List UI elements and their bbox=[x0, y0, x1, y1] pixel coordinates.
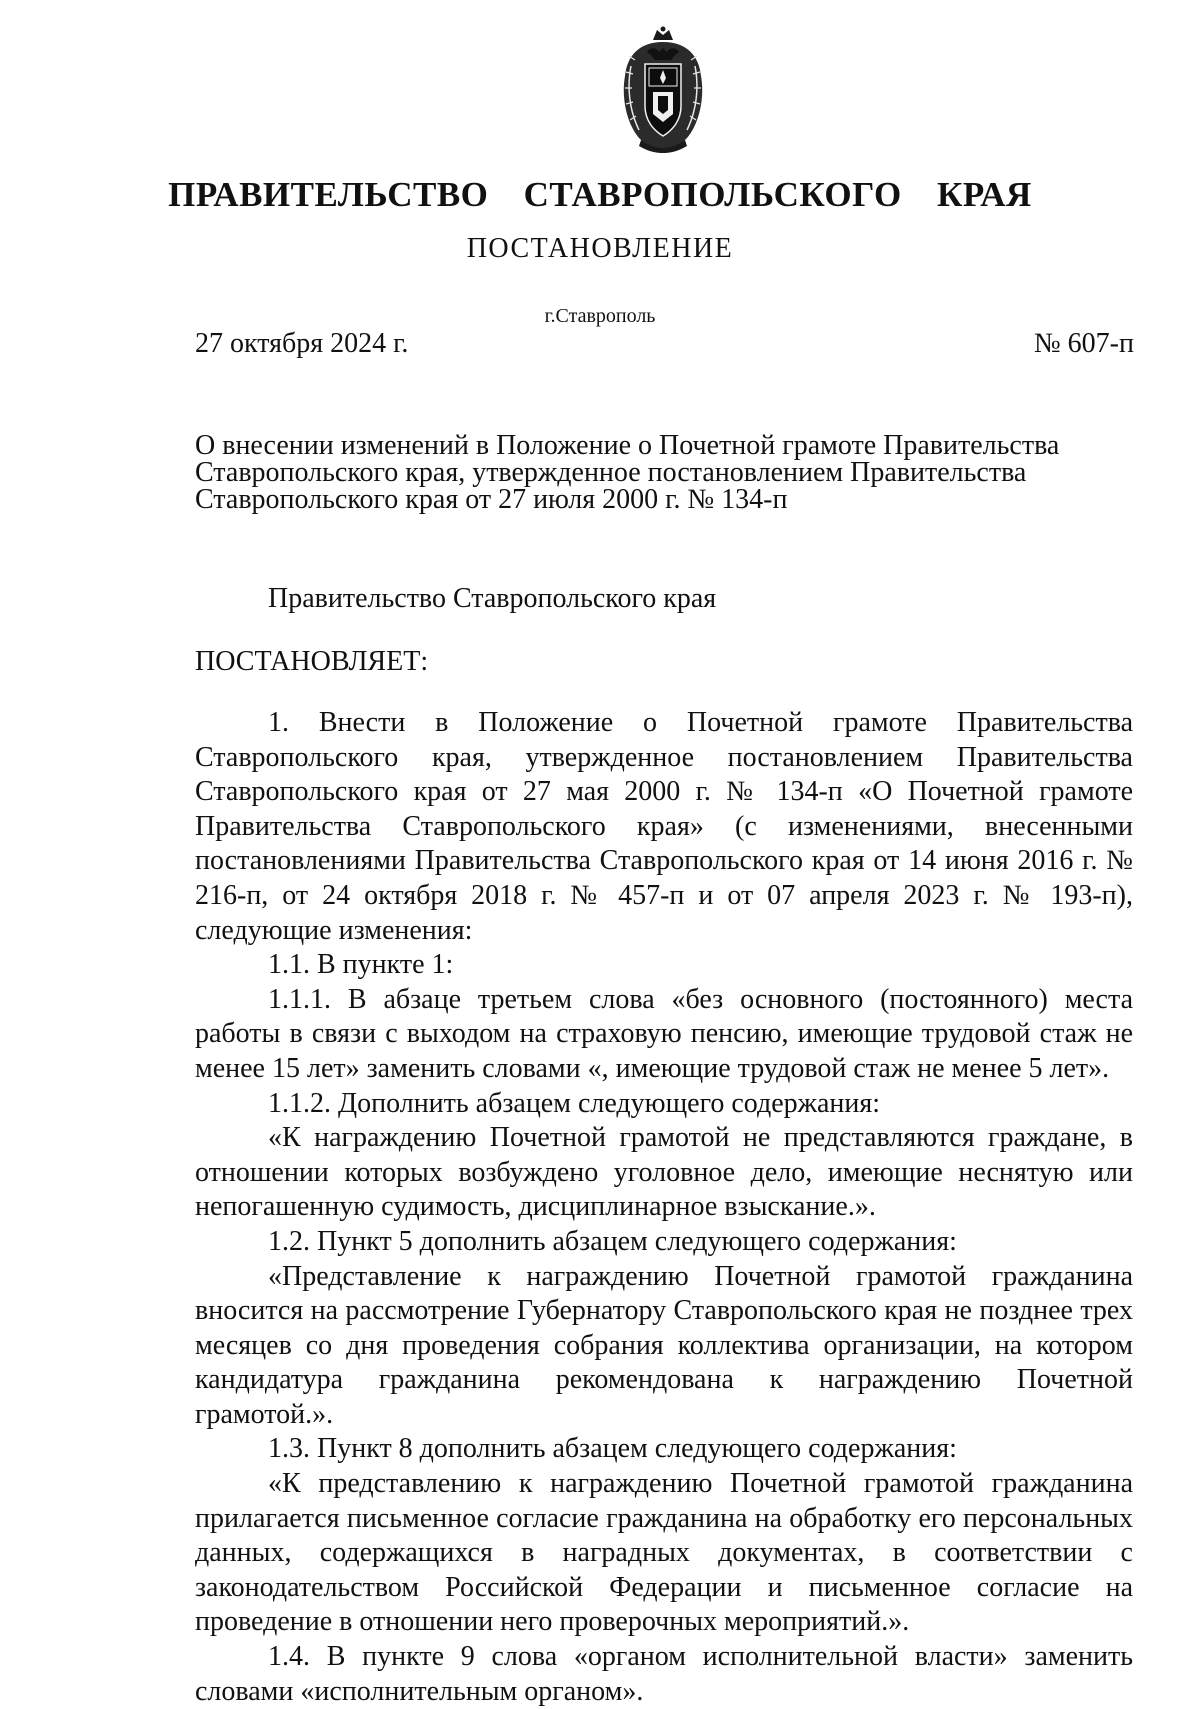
issue-city: г.Ставрополь bbox=[544, 305, 656, 327]
document-body bbox=[195, 706, 1133, 1709]
coat-of-arms-emblem bbox=[617, 26, 709, 154]
issue-date: 27 октября 2024 г. bbox=[195, 328, 409, 359]
issuer-line: Правительство Ставропольского края bbox=[268, 583, 717, 614]
document-subject: О внесении изменений в Положение о Почетной грамоте Правительства Ставропольского края, утвержденное постановлением Правительства Ставропольского края от 27 июля 2000 г. № 134-п bbox=[195, 430, 1060, 515]
paragraph-1-2: 1.2. Пункт 5 дополнить абзацем следующего содержания: bbox=[268, 1225, 957, 1257]
paragraph-1-3: 1.3. Пункт 8 дополнить абзацем следующего содержания: bbox=[268, 1433, 957, 1465]
quoted-addition-1: «К награждению Почетной грамотой не представляются граждане, в отношении которых возбуждено уголовное дело, имеющие неснятую или непогашенную судимость, дисциплинарное взыскание.». bbox=[195, 1122, 1133, 1223]
paragraph-1: 1. Внести в Положение о Почетной грамоте Правительства Ставропольского края, утвержденное постановлением Правительства Ставропольского края от 27 мая 2000 г. № 134-п «О Почетной грамоте Правительства Ставропольского края» (с изменениями, внесенными постановлениями Правительства Ставропольского края от 14 июня 2016 г. № 216-п, от 24 октября 2018 г. № 457-п и от 07 апреля 2023 г. № 193-п), следующие изменения: bbox=[195, 707, 1133, 946]
document-type: ПОСТАНОВЛЕНИЕ bbox=[466, 233, 734, 264]
paragraph-1-4: 1.4. В пункте 9 слова «органом исполнительной власти» заменить словами «исполнительным органом». bbox=[195, 1641, 1133, 1707]
paragraph-1-1-2: 1.1.2. Дополнить абзацем следующего содержания: bbox=[268, 1087, 881, 1119]
decrees-heading: ПОСТАНОВЛЯЕТ: bbox=[195, 646, 429, 677]
paragraph-1-1: 1.1. В пункте 1: bbox=[268, 949, 454, 981]
document-number: № 607-п bbox=[1033, 328, 1134, 359]
paragraph-1-1-1: 1.1.1. В абзаце третьем слова «без основного (постоянного) места работы в связи с выходом на страховую пенсию, имеющие трудовой стаж не менее 15 лет» заменить словами «, имеющие трудовой стаж не менее 5 лет». bbox=[195, 983, 1133, 1084]
quoted-addition-3: «К представлению к награждению Почетной грамотой гражданина прилагается письменное согласие гражданина на обработку его персональных данных, содержащихся в наградных документах, в соответствии с законодательством Российской Федерации и письменное согласие на проведение в отношении него проверочных мероприятий.». bbox=[195, 1468, 1133, 1638]
quoted-addition-2: «Представление к награждению Почетной грамотой гражданина вносится на рассмотрение Губернатору Ставропольского края не позднее трех месяцев со дня проведения собрания коллектива организации, на котором кандидатура гражданина рекомендована к награждению Почетной грамотой.». bbox=[195, 1260, 1133, 1430]
government-title: ПРАВИТЕЛЬСТВО СТАВРОПОЛЬСКОГО КРАЯ bbox=[168, 175, 1032, 214]
